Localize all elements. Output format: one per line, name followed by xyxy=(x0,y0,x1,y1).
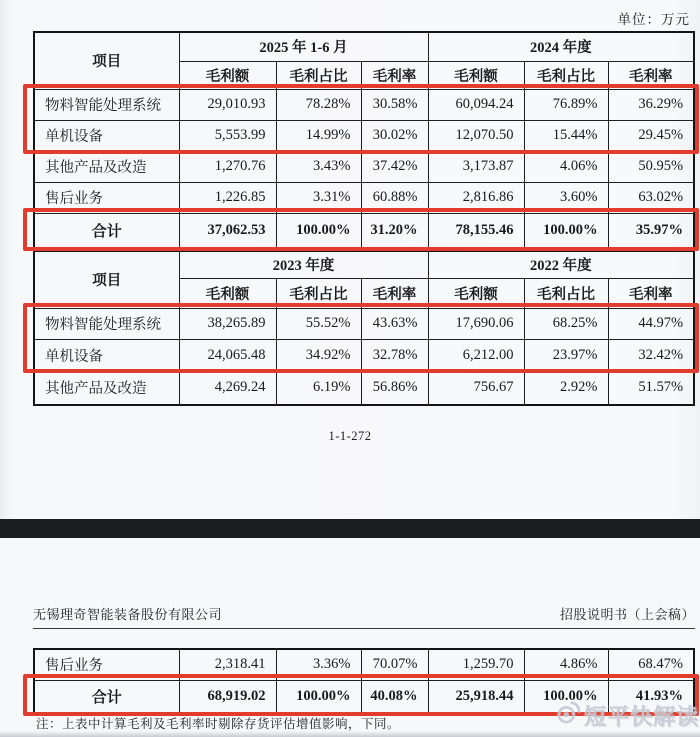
cell-value: 29.45% xyxy=(608,120,694,151)
gross-profit-table-2023-2022 xyxy=(33,250,695,406)
document-header xyxy=(33,604,695,629)
cell-value: 6.19% xyxy=(276,371,361,405)
col-header-profit-share: 毛利占比 xyxy=(524,278,608,308)
col-header-profit-share: 毛利占比 xyxy=(276,278,361,308)
cell-value: 37,062.53 xyxy=(179,213,276,249)
cell-value: 756.67 xyxy=(428,371,524,405)
col-header-margin: 毛利率 xyxy=(608,61,694,89)
cell-value: 35.97% xyxy=(608,213,694,249)
table-row xyxy=(34,371,694,405)
row-label: 物料智能处理系统 xyxy=(34,308,179,339)
cell-value: 1,259.70 xyxy=(428,649,524,680)
page-separator-band xyxy=(0,519,700,538)
cell-value: 100.00% xyxy=(276,213,361,249)
row-label: 其他产品及改造 xyxy=(34,151,179,182)
cell-value: 5,553.99 xyxy=(179,120,276,151)
gross-profit-table-2025-2024 xyxy=(33,31,695,250)
period-header-2025: 2025 年 1-6 月 xyxy=(179,32,428,61)
row-label: 物料智能处理系统 xyxy=(34,89,179,120)
table-row xyxy=(34,182,694,213)
table-row xyxy=(34,89,694,120)
company-name: 无锡理奇智能装备股份有限公司 xyxy=(33,607,223,622)
cell-value: 31.20% xyxy=(361,213,428,249)
col-header-gross-profit: 毛利额 xyxy=(179,61,276,89)
table-row xyxy=(34,339,694,371)
cell-value: 32.78% xyxy=(361,339,428,371)
col-header-profit-share: 毛利占比 xyxy=(276,61,361,89)
col-header-gross-profit: 毛利额 xyxy=(428,278,524,308)
cell-value: 23.97% xyxy=(524,339,608,371)
cell-value: 70.07% xyxy=(361,649,428,680)
col-header-item: 项目 xyxy=(34,251,179,308)
row-label: 单机设备 xyxy=(34,339,179,371)
row-label: 其他产品及改造 xyxy=(34,371,179,405)
col-header-margin: 毛利率 xyxy=(361,61,428,89)
cell-value: 3,173.87 xyxy=(428,151,524,182)
cell-value: 50.95% xyxy=(608,151,694,182)
cell-value: 3.43% xyxy=(276,151,361,182)
page-number: 1-1-272 xyxy=(328,429,372,443)
cell-value: 51.57% xyxy=(608,371,694,405)
cell-value: 41.93% xyxy=(608,680,694,713)
table-row xyxy=(34,120,694,151)
cell-value: 34.92% xyxy=(276,339,361,371)
cell-value: 100.00% xyxy=(276,680,361,713)
table-row xyxy=(34,649,694,680)
table-row xyxy=(34,151,694,182)
period-header-2024: 2024 年度 xyxy=(428,32,694,61)
col-header-gross-profit: 毛利额 xyxy=(179,278,276,308)
cell-value: 12,070.50 xyxy=(428,120,524,151)
watermark-label: 短平快解读 xyxy=(584,703,700,729)
total-label: 合计 xyxy=(34,680,179,713)
row-label: 售后业务 xyxy=(34,649,179,680)
cell-value: 3.36% xyxy=(276,649,361,680)
weibo-eye-icon xyxy=(556,699,582,731)
unit-label: 单位：万元 xyxy=(617,12,690,27)
cell-value: 3.31% xyxy=(276,182,361,213)
col-header-gross-profit: 毛利额 xyxy=(428,61,524,89)
cell-value: 30.58% xyxy=(361,89,428,120)
table-row xyxy=(34,251,694,278)
cell-value: 14.99% xyxy=(276,120,361,151)
cell-value: 4,269.24 xyxy=(179,371,276,405)
table-row xyxy=(34,32,694,61)
cell-value: 38,265.89 xyxy=(179,308,276,339)
cell-value: 44.97% xyxy=(608,308,694,339)
document-title: 招股说明书（上会稿） xyxy=(559,607,695,622)
cell-value: 2.92% xyxy=(524,371,608,405)
col-header-item: 项目 xyxy=(34,32,179,89)
col-header-profit-share: 毛利占比 xyxy=(524,61,608,89)
cell-value: 43.63% xyxy=(361,308,428,339)
total-label: 合计 xyxy=(34,213,179,249)
cell-value: 4.86% xyxy=(524,649,608,680)
cell-value: 4.06% xyxy=(524,151,608,182)
cell-value: 29,010.93 xyxy=(179,89,276,120)
table-footnote: 注：上表中计算毛利及毛利率时剔除存货评估增值影响，下同。 xyxy=(36,717,401,731)
cell-value: 68.25% xyxy=(524,308,608,339)
cell-value: 76.89% xyxy=(524,89,608,120)
cell-value: 25,918.44 xyxy=(428,680,524,713)
cell-value: 60.88% xyxy=(361,182,428,213)
cell-value: 78.28% xyxy=(276,89,361,120)
cell-value: 32.42% xyxy=(608,339,694,371)
period-header-2022: 2022 年度 xyxy=(428,251,694,278)
cell-value: 40.08% xyxy=(361,680,428,713)
cell-value: 15.44% xyxy=(524,120,608,151)
cell-value: 2,816.86 xyxy=(428,182,524,213)
cell-value: 2,318.41 xyxy=(179,649,276,680)
watermark xyxy=(556,699,699,731)
col-header-margin: 毛利率 xyxy=(361,278,428,308)
cell-value: 30.02% xyxy=(361,120,428,151)
cell-value: 100.00% xyxy=(524,680,608,713)
cell-value: 1,226.85 xyxy=(179,182,276,213)
cell-value: 55.52% xyxy=(276,308,361,339)
row-label: 单机设备 xyxy=(34,120,179,151)
cell-value: 56.86% xyxy=(361,371,428,405)
cell-value: 68.47% xyxy=(608,649,694,680)
col-header-margin: 毛利率 xyxy=(608,278,694,308)
table-total-row xyxy=(34,213,694,249)
cell-value: 24,065.48 xyxy=(179,339,276,371)
cell-value: 1,270.76 xyxy=(179,151,276,182)
cell-value: 100.00% xyxy=(524,213,608,249)
cell-value: 17,690.06 xyxy=(428,308,524,339)
table-row xyxy=(34,308,694,339)
cell-value: 63.02% xyxy=(608,182,694,213)
row-label: 售后业务 xyxy=(34,182,179,213)
cell-value: 37.42% xyxy=(361,151,428,182)
period-header-2023: 2023 年度 xyxy=(179,251,428,278)
cell-value: 68,919.02 xyxy=(179,680,276,713)
cell-value: 60,094.24 xyxy=(428,89,524,120)
cell-value: 36.29% xyxy=(608,89,694,120)
cell-value: 3.60% xyxy=(524,182,608,213)
cell-value: 6,212.00 xyxy=(428,339,524,371)
cell-value: 78,155.46 xyxy=(428,213,524,249)
